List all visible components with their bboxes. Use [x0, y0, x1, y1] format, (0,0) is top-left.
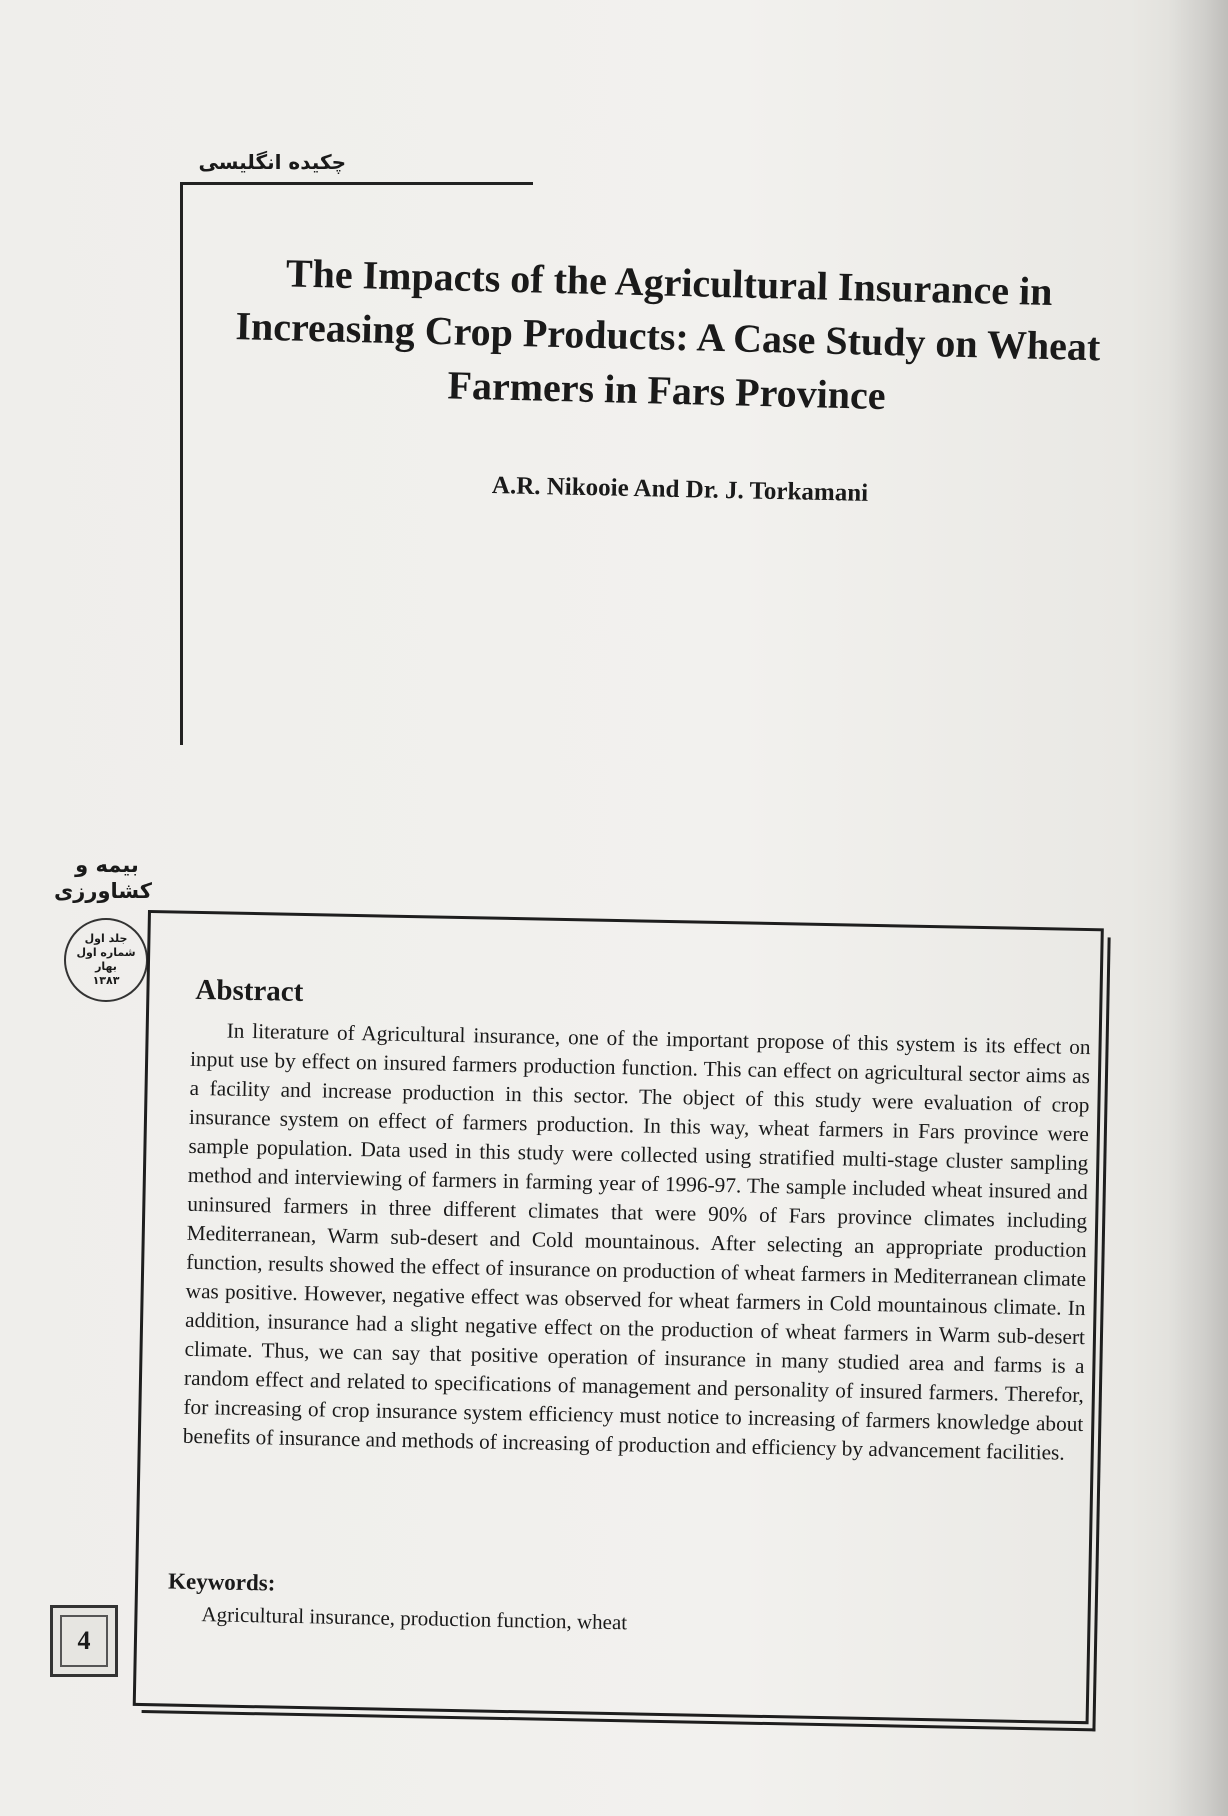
journal-name-line2: کشاورزی [54, 879, 152, 903]
journal-name-line1: بیمه و [75, 853, 139, 877]
seal-issue: شماره اول [76, 946, 136, 959]
article-authors: A.R. Nikooie And Dr. J. Torkamani [491, 472, 869, 507]
page-number: 4 [60, 1615, 108, 1667]
abstract-box [133, 910, 1104, 1724]
seal-season: بهار [95, 960, 117, 973]
abstract-heading: Abstract [195, 973, 304, 1008]
keywords-heading: Keywords: [167, 1568, 276, 1596]
abstract-text: In literature of Agricultural insurance, one of the important propose of this system is its effect on input use by effect on insured farmers production function. This can effect on agricultural sector aims as a facility and increase production in this sector. The object of this study were evaluation of crop insurance system on effect of farmers production. In this way, wheat farmers in Fars province were sample population. Data used in this study were collected using stratified multi-stage cluster sampling method and interviewing of farmers in farming year of 1996-97. The sample included wheat insured and uninsured farmers in three different climates that were 90% of Fars province climates including Mediterranean, Warm sub-desert and Cold mountainous. After selecting an appropriate production function, results showed the effect of insurance on production of wheat farmers in Mediterranean climate was positive. However, negative effect was observed for wheat farmers in Cold mountainous climate. In addition, insurance had a slight negative effect on the production of wheat farmers in Warm sub-desert climate. Thus, we can say that positive operation of insurance in many studied area and farms is a random effect and related to specifications of management and personality of insured farmers. Therefor, for increasing of crop insurance system efficiency must notice to increasing of farmers knowledge about benefits of insurance and methods of increasing of production and efficiency by advancement facilities. [182, 1018, 1091, 1465]
journal-logo [54, 852, 152, 904]
seal-year: ۱۳۸۳ [92, 974, 120, 987]
seal-volume: جلد اول [84, 932, 128, 945]
page-number-box [50, 1605, 118, 1677]
journal-issue-seal [64, 918, 148, 1002]
section-label: چکیده انگلیسی [198, 150, 346, 174]
page-gutter-shadow [1168, 0, 1228, 1816]
keywords-text: Agricultural insurance, production function, wheat [201, 1602, 628, 1635]
article-title: The Impacts of the Agricultural Insurance in Increasing Crop Products: A Case Study on Wheat Farmers in Fars Province [234, 250, 1101, 419]
